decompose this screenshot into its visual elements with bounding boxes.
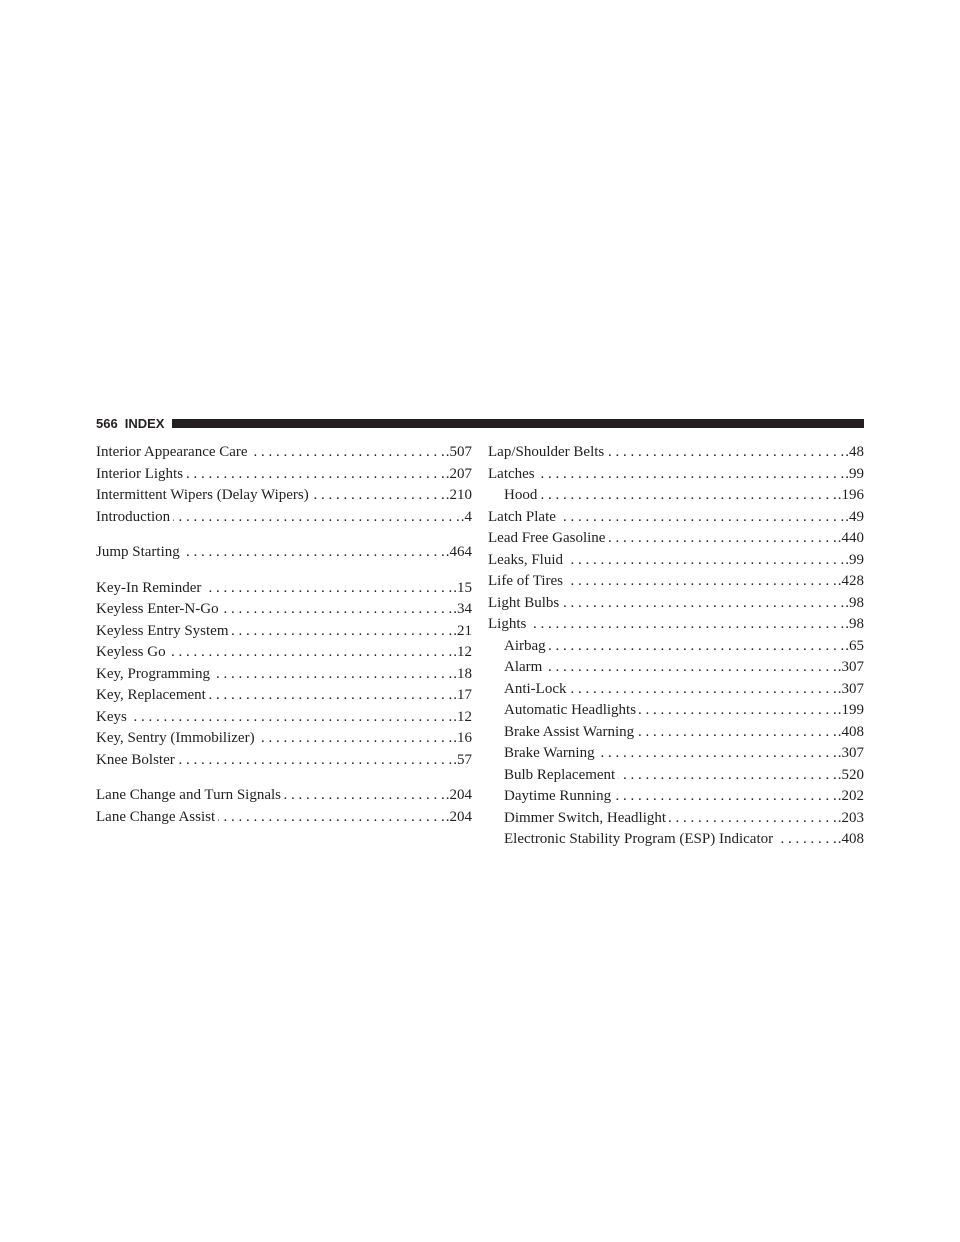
entry-page-number: .21 (453, 622, 472, 639)
index-entry (96, 578, 472, 600)
entry-page-number: .34 (453, 601, 472, 617)
header-rule (172, 419, 864, 428)
dot-leader (545, 657, 836, 679)
entry-label: Interior Lights (96, 465, 184, 482)
index-entry (96, 442, 472, 464)
entry-label: Interior Appearance Care (96, 444, 248, 460)
entry-page-number: .48 (845, 444, 864, 460)
dot-leader (251, 442, 445, 464)
entry-label: Brake Warning (504, 745, 595, 761)
index-subentry (488, 485, 864, 507)
index-entry (96, 807, 472, 829)
index-entry (96, 664, 472, 686)
dot-leader (569, 679, 836, 701)
entry-page-number: .203 (837, 809, 864, 826)
dot-leader (529, 614, 844, 636)
entry-label: Lane Change and Turn Signals (96, 787, 281, 803)
dot-leader (232, 621, 453, 643)
entry-label: Introduction (96, 508, 171, 525)
entry-page-number: .12 (453, 708, 472, 725)
index-entry (488, 464, 864, 486)
page-header (96, 414, 864, 432)
entry-page-number: .65 (845, 637, 864, 654)
section-title: INDEX (124, 415, 165, 431)
entry-label: Jump Starting (96, 544, 180, 560)
entry-label: Key-In Reminder (96, 579, 202, 596)
entry-label: Light Bulbs (488, 594, 560, 611)
entry-label: Keys (96, 708, 127, 725)
index-column-right (488, 442, 864, 851)
entry-label: Brake Assist Warning (504, 723, 635, 740)
entry-page-number: .99 (845, 551, 864, 568)
index-entry (96, 485, 472, 507)
entry-page-number: .196 (837, 487, 864, 503)
dot-leader (538, 464, 845, 486)
index-entry (96, 464, 472, 486)
entry-page-number: .204 (445, 787, 472, 803)
dot-leader (637, 722, 837, 744)
dot-leader (618, 765, 837, 787)
entry-page-number: .202 (837, 788, 864, 804)
dot-leader (183, 542, 445, 564)
entry-spacer (96, 564, 472, 578)
entry-label: Daytime Running (504, 788, 612, 804)
dot-leader (186, 464, 445, 486)
dot-leader (218, 807, 445, 829)
index-subentry (488, 808, 864, 830)
dot-leader (559, 507, 844, 529)
index-entry (96, 728, 472, 750)
entry-page-number: .204 (445, 808, 472, 825)
entry-label: Intermittent Wipers (Delay Wipers) (96, 487, 309, 503)
entry-label: Key, Programming (96, 665, 211, 682)
entry-page-number: .440 (837, 530, 864, 546)
index-entry (488, 571, 864, 593)
index-subentry (488, 829, 864, 851)
index-entry (488, 550, 864, 572)
entry-label: Hood (504, 487, 538, 503)
index-entry (96, 507, 472, 529)
dot-leader (614, 786, 837, 808)
page-number: 566 (96, 415, 118, 431)
entry-label: Lap/Shoulder Belts (488, 444, 605, 460)
entry-label: Alarm (504, 659, 543, 675)
index-subentry (488, 636, 864, 658)
dot-leader (562, 593, 844, 615)
dot-leader (608, 528, 836, 550)
index-entry (96, 750, 472, 772)
index-subentry (488, 765, 864, 787)
dot-leader (204, 578, 452, 600)
dot-leader (222, 599, 453, 621)
dot-leader (284, 785, 445, 807)
entry-label: Lights (488, 616, 527, 632)
entry-label: Lane Change Assist (96, 808, 216, 825)
entry-page-number: .18 (453, 665, 472, 682)
dot-leader (598, 743, 837, 765)
entry-page-number: .16 (453, 730, 472, 746)
entry-label: Key, Sentry (Immobilizer) (96, 730, 255, 746)
entry-label: Anti-Lock (504, 680, 567, 697)
entry-page-number: .57 (453, 751, 472, 768)
entry-page-number: .49 (845, 508, 864, 525)
entry-page-number: .408 (837, 831, 864, 847)
entry-label: Keyless Entry System (96, 622, 229, 639)
entry-page-number: .507 (445, 444, 472, 460)
index-subentry (488, 722, 864, 744)
dot-leader (173, 507, 460, 529)
entry-page-number: .99 (845, 465, 864, 482)
dot-leader (540, 485, 836, 507)
entry-label: Latch Plate (488, 508, 556, 525)
index-entry (96, 707, 472, 729)
index-entry (96, 785, 472, 807)
index-entry (488, 507, 864, 529)
entry-page-number: .207 (445, 465, 472, 482)
index-column-left (96, 442, 472, 828)
entry-page-number: .520 (837, 766, 864, 783)
index-entry (488, 528, 864, 550)
entry-spacer (96, 771, 472, 785)
entry-page-number: .17 (453, 687, 472, 703)
entry-page-number: .464 (445, 544, 472, 560)
dot-leader (209, 685, 452, 707)
index-entry (96, 599, 472, 621)
index-subentry (488, 700, 864, 722)
entry-label: Electronic Stability Program (ESP) Indicator (504, 831, 774, 847)
entry-label: Automatic Headlights (504, 702, 637, 718)
dot-leader (178, 750, 453, 772)
entry-page-number: .307 (837, 680, 864, 697)
entry-label: Airbag (504, 637, 546, 654)
index-subentry (488, 743, 864, 765)
entry-page-number: .4 (460, 508, 472, 525)
dot-leader (776, 829, 837, 851)
dot-leader (312, 485, 445, 507)
dot-leader (169, 642, 453, 664)
entry-label: Bulb Replacement (504, 766, 616, 783)
entry-page-number: .307 (837, 745, 864, 761)
index-entry (96, 542, 472, 564)
index-entry (488, 593, 864, 615)
index-entry (488, 442, 864, 464)
entry-label: Keyless Go (96, 644, 166, 660)
entry-label: Key, Replacement (96, 687, 206, 703)
entry-spacer (96, 528, 472, 542)
dot-leader (566, 550, 844, 572)
index-entry (96, 621, 472, 643)
index-subentry (488, 679, 864, 701)
entry-label: Leaks, Fluid (488, 551, 563, 568)
entry-label: Latches (488, 465, 535, 482)
index-entry (488, 614, 864, 636)
entry-page-number: .12 (453, 644, 472, 660)
dot-leader (566, 571, 837, 593)
index-entry (96, 642, 472, 664)
entry-label: Knee Bolster (96, 751, 175, 768)
entry-page-number: .15 (453, 579, 472, 596)
dot-leader (130, 707, 452, 729)
dot-leader (549, 636, 845, 658)
entry-page-number: .199 (837, 702, 864, 718)
entry-page-number: .428 (837, 573, 864, 589)
entry-page-number: .98 (845, 594, 864, 611)
entry-label: Dimmer Switch, Headlight (504, 809, 667, 826)
index-subentry (488, 657, 864, 679)
entry-page-number: .210 (445, 487, 472, 503)
entry-page-number: .307 (837, 659, 864, 675)
dot-leader (607, 442, 844, 464)
entry-label: Lead Free Gasoline (488, 530, 606, 546)
dot-leader (669, 808, 837, 830)
dot-leader (258, 728, 453, 750)
index-subentry (488, 786, 864, 808)
entry-page-number: .408 (837, 723, 864, 740)
dot-leader (639, 700, 837, 722)
entry-page-number: .98 (845, 616, 864, 632)
entry-label: Life of Tires (488, 573, 563, 589)
index-entry (96, 685, 472, 707)
entry-label: Keyless Enter-N-Go (96, 601, 219, 617)
dot-leader (213, 664, 452, 686)
